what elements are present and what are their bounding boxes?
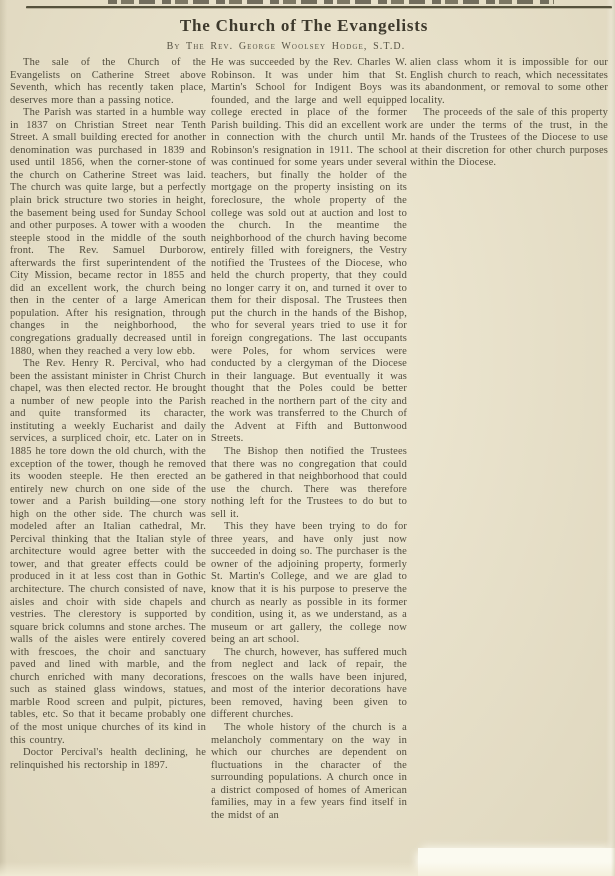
article-column-1 <box>10 57 206 772</box>
paragraph: This they have been trying to do for three years, and have only just now succeeded in doing so. The purchaser is the owner of the adjoining property, formerly St. Martin's College, and we are glad to know that it is his purpose to preserve the church as nearly as possible in its former condition, using it, as we understand, as a museum or art gallery, the college now being an art school. <box>211 521 407 646</box>
paragraph: The proceeds of the sale of this property are under the terms of the trust, in the hands of the Trustees of the Diocese to use at their discretion for other church purposes within the Diocese. <box>410 107 608 169</box>
clipped-running-header <box>108 0 554 4</box>
paragraph: The church, however, has suffered much from neglect and lack of repair, the frescoes on the walls have been injured, and most of the interior decorations have been removed, having been given to different churches. <box>211 646 407 721</box>
article-column-2 <box>211 57 407 822</box>
paragraph: Doctor Percival's health declining, he relinquished his rectorship in 1897. <box>10 747 206 771</box>
scan-right-edge <box>611 0 615 876</box>
article-title: The Church of The Evangelists <box>179 16 429 35</box>
paragraph: alien class whom it is impossible for our English church to reach, which necessitates its abandonment, or removal to some other locality. <box>410 57 608 106</box>
article-byline: By The Rev. George Woolsey Hodge, S.T.D. <box>166 41 406 52</box>
paragraph: The sale of the Church of the Evangelists on Catherine Street above Seventh, which has recently taken place, deserves more than a passing notice. <box>10 57 206 106</box>
paragraph: The Bishop then notified the Trustees that there was no congregation that could be gathered in that neighborhood that could use the church. There was therefore nothing left for the Trustees to do but to sell it. <box>211 445 407 520</box>
paragraph: He was succeeded by the Rev. Charles W. Robinson. It was under him that St. Martin's School for Indigent Boys was founded, and the large and well equipped college erected in place of the former Parish building. This did an excellent work in connection with the church until Mr. Robinson's resignation in 1911. The school was continued for some years under several teachers, but finally the holder of the mortgage on the property insisting on its foreclosure, the whole property of the college was sold out at auction and lost to the church. In the meantime the neighborhood of the church having become entirely filled with foreigners, the Vestry notified the Trustees of the Diocese, who held the church property, that they could no longer carry it on, and turned it over to them for their disposal. The Trustees then put the church in the hands of the Bishop, who for several years tried to use it for foreign congregations. The last occupants were Poles, for whom services were conducted by a clergyman of the Diocese in their language. But eventually it was thought that the Poles could be better reached in the northern part of the city and the work was transferred to the Church of the Advent at Fifth and Buttonwood Streets. <box>211 57 407 445</box>
paragraph: The whole history of the church is a melancholy commentary on the way in which our churches are dependent on fluctuations in the character of the surrounding populations. A church once in a district composed of homes of American families, may in a few years find itself in the midst of an <box>211 721 407 821</box>
paragraph: The Rev. Henry R. Percival, who had been the assistant minister in Christ Church chapel, was then elected rector. He brought a number of new people into the Parish and quite transformed its character, instituting a weekly Eucharist and daily services, a surpliced choir, etc. Later on in 1885 he tore down the old church, with the exception of the tower, though he removed its wooden steeple. He then erected an entirely new church on one side of the tower and a Parish building—one story high on the other side. The church was modeled after an Italian cathedral, Mr. Percival thinking that the Italian style of architecture would agree better with the tower, and that greater effects could be produced in it at less cost than in Gothic architecture. The church consisted of nave, aisles and choir with side chapels and vestries. The clerestory is supported by square brick columns and stone arches. The walls of the aisles were entirely covered with frescoes, the choir and sanctuary paved and lined with marble, and the church enriched with many decorations, such as stained glass windows, statues, marble Rood screen and pulpit, pictures, tables, etc. So that it became probably one of the most unique churches of its kind in this country. <box>10 358 206 746</box>
header-rule <box>26 6 612 9</box>
article-column-3 <box>410 57 608 170</box>
paragraph: The Parish was started in a humble way in 1837 on Christian Street near Tenth Street. A small building erected for another denomination was purchased in 1839 and used until 1856, when the corner-stone of the church on Catherine Street was laid. The church was quite large, but a perfectly plain brick structure two stories in height, the basement being used for Sunday School and other purposes. A tower with a wooden steeple stood in the middle of the south front. The Rev. Samuel Durborow, afterwards the first superintendent of the City Mission, became rector in 1855 and did an excellent work, the church being then in the center of a large American population. After his resignation, through changes in the neighborhood, the congregations gradually decreased until in 1880, when they reached a very low ebb. <box>10 107 206 357</box>
scan-bottom-band <box>0 862 615 876</box>
